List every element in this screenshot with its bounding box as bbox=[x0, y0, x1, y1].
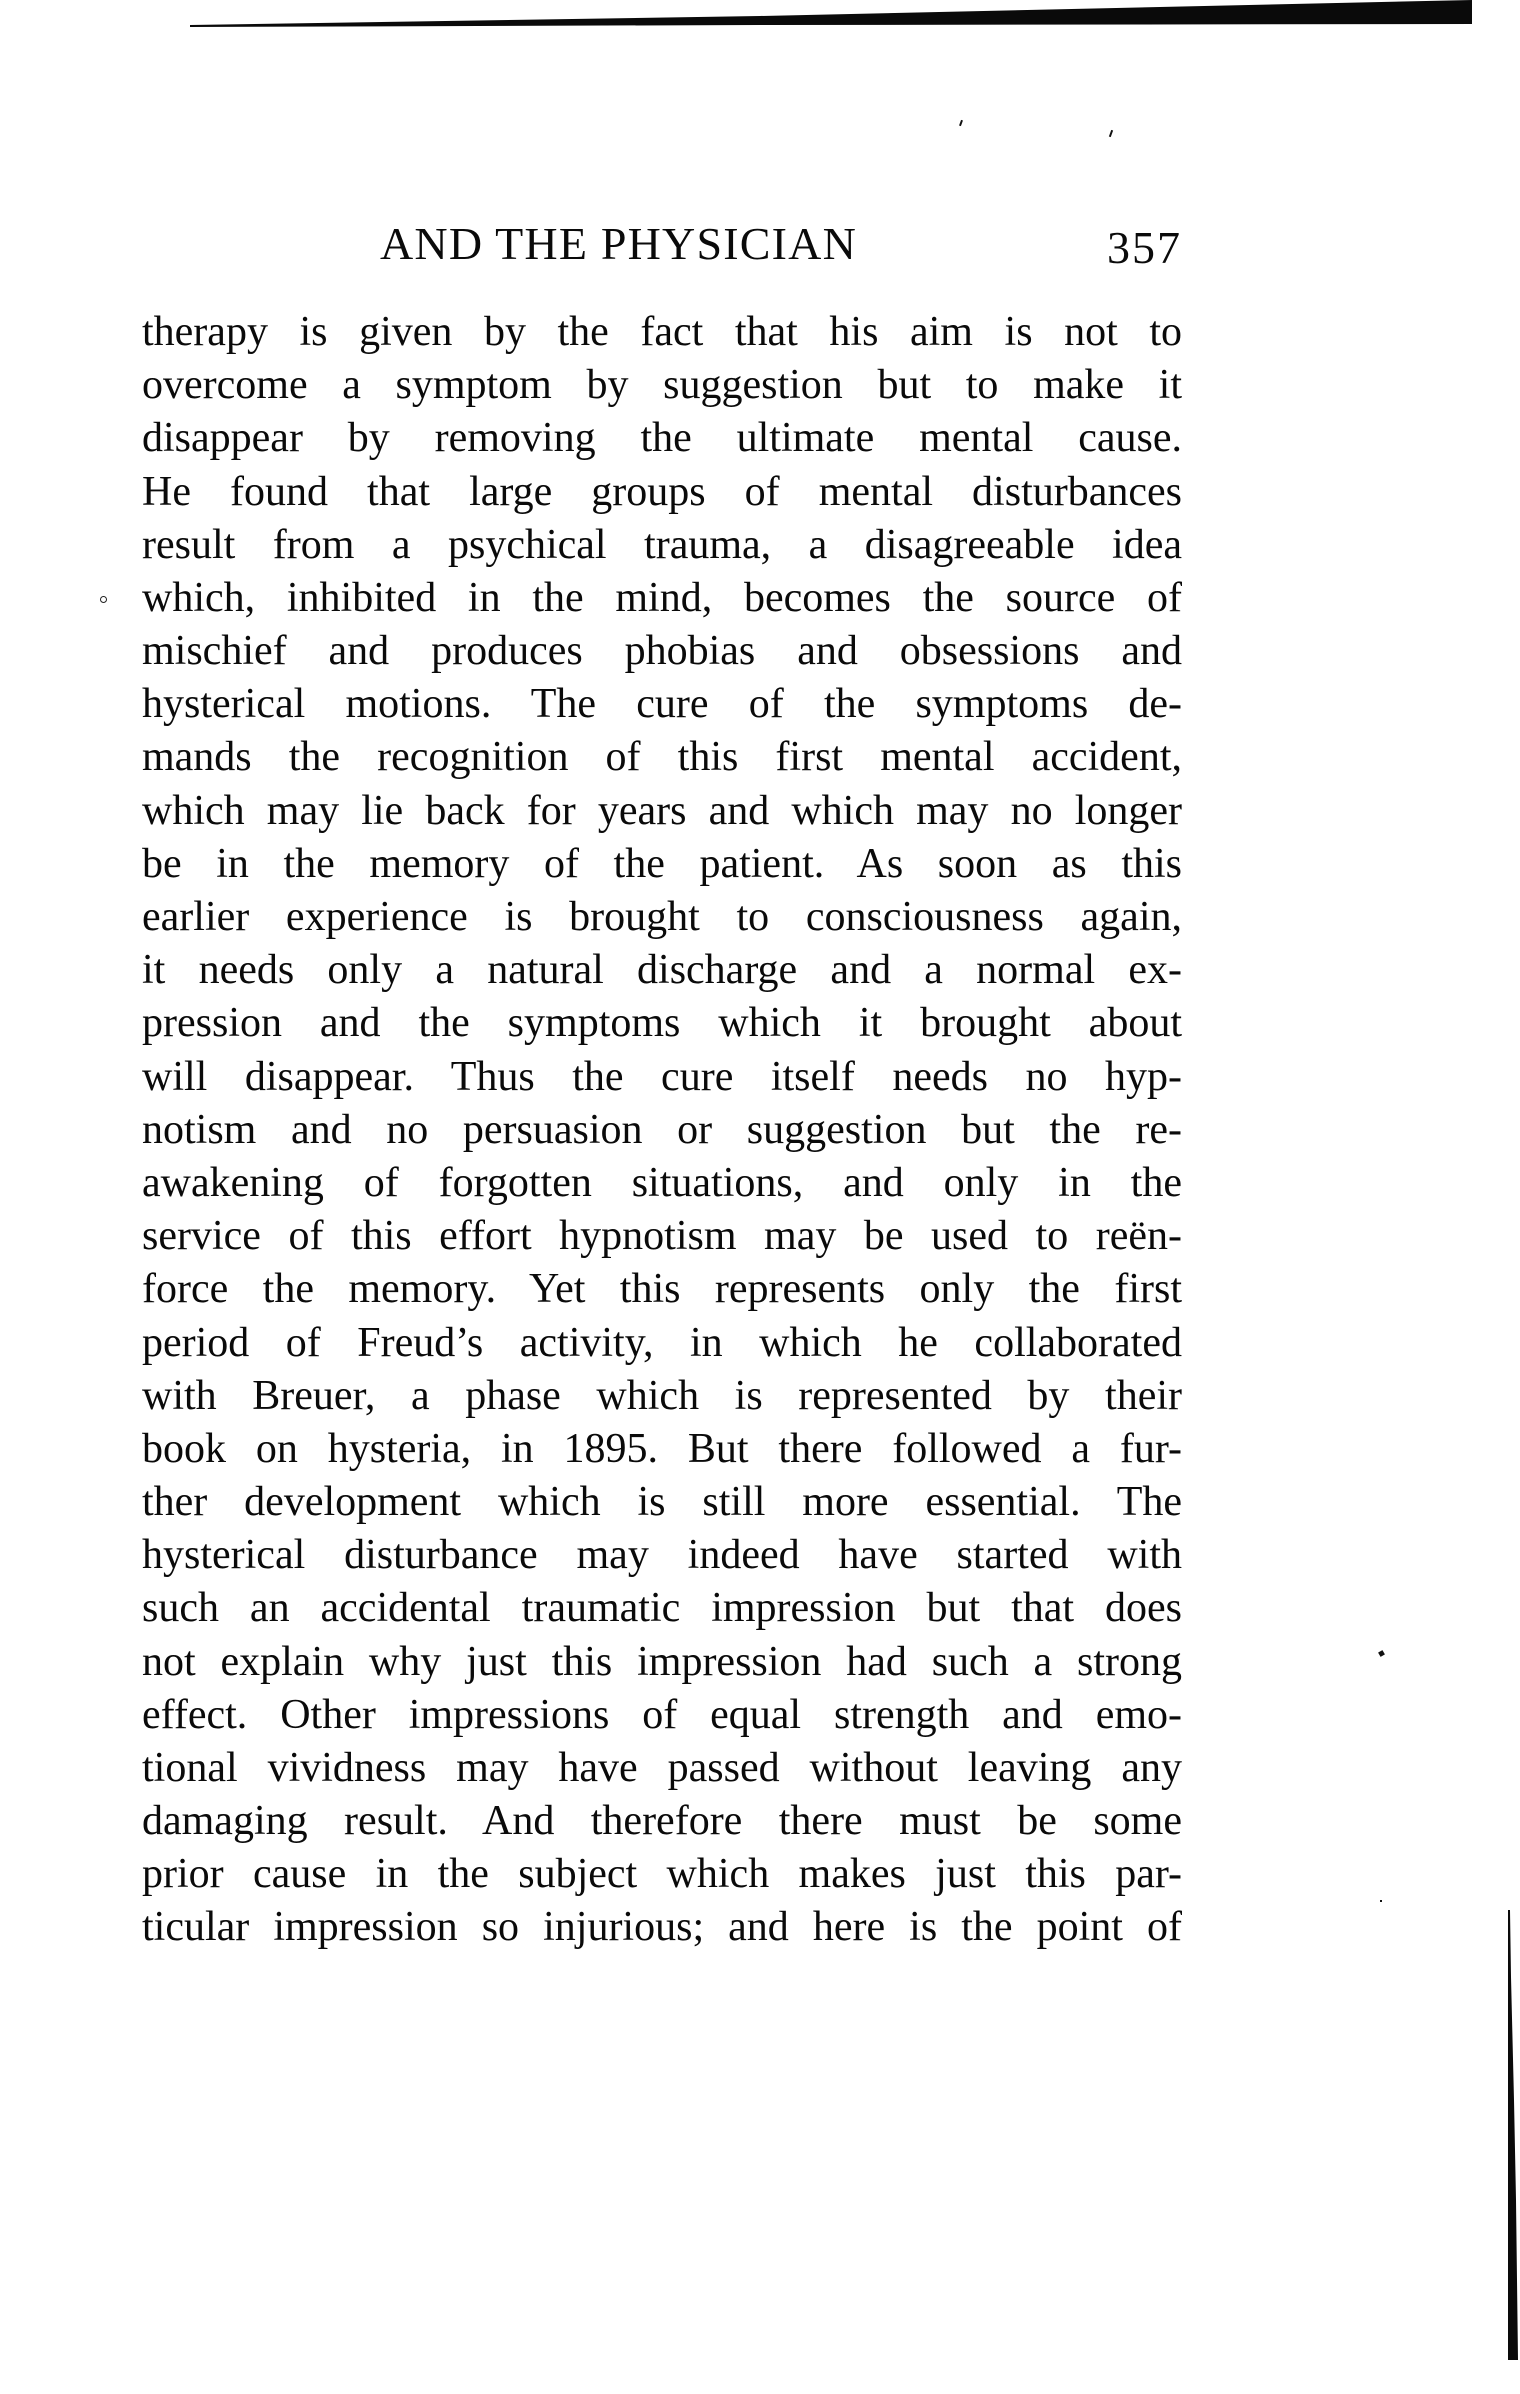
text-line: force the memory. Yet this represents only the first bbox=[142, 1266, 1182, 1312]
text-line: which may lie back for years and which may no longer bbox=[142, 788, 1182, 834]
scan-speck bbox=[1109, 130, 1113, 137]
scan-speck bbox=[959, 120, 963, 126]
text-line: earlier experience is brought to consciousness again, bbox=[142, 894, 1182, 940]
text-line: which, inhibited in the mind, becomes the source of bbox=[142, 575, 1182, 621]
text-line: book on hysteria, in 1895. But there followed a fur- bbox=[142, 1426, 1182, 1472]
scan-speck bbox=[1378, 1650, 1385, 1657]
text-line: be in the memory of the patient. As soon as this bbox=[142, 841, 1182, 887]
text-line: ticular impression so injurious; and here is the point of bbox=[142, 1904, 1182, 1950]
text-line: hysterical disturbance may indeed have started with bbox=[142, 1532, 1182, 1578]
text-line: hysterical motions. The cure of the symptoms de- bbox=[142, 681, 1182, 727]
running-head bbox=[142, 214, 1182, 274]
text-line: notism and no persuasion or suggestion but the re- bbox=[142, 1107, 1182, 1153]
text-line: result from a psychical trauma, a disagreeable idea bbox=[142, 522, 1182, 568]
text-line: mischief and produces phobias and obsessions and bbox=[142, 628, 1182, 674]
text-line: He found that large groups of mental disturbances bbox=[142, 469, 1182, 515]
text-line: awakening of forgotten situations, and only in the bbox=[142, 1160, 1182, 1206]
text-line: damaging result. And therefore there must be some bbox=[142, 1798, 1182, 1844]
text-line: therapy is given by the fact that his aim is not to bbox=[142, 309, 1182, 355]
scan-edge-shadow-top bbox=[0, 0, 1520, 30]
text-line: such an accidental traumatic impression but that does bbox=[142, 1585, 1182, 1631]
scan-edge-shadow-right bbox=[1500, 1900, 1520, 2370]
text-line: mands the recognition of this first mental accident, bbox=[142, 734, 1182, 780]
running-head-title: AND THE PHYSICIAN bbox=[380, 218, 858, 269]
text-line: ther development which is still more essential. The bbox=[142, 1479, 1182, 1525]
page-number: 357 bbox=[1107, 222, 1182, 273]
text-line: it needs only a natural discharge and a normal ex- bbox=[142, 947, 1182, 993]
text-line: disappear by removing the ultimate mental cause. bbox=[142, 415, 1182, 461]
text-line: effect. Other impressions of equal strength and emo- bbox=[142, 1692, 1182, 1738]
scan-speck bbox=[100, 596, 107, 603]
text-line: prior cause in the subject which makes just this par- bbox=[142, 1851, 1182, 1897]
text-line: service of this effort hypnotism may be used to reën- bbox=[142, 1213, 1182, 1259]
text-line: overcome a symptom by suggestion but to make it bbox=[142, 362, 1182, 408]
scan-speck bbox=[1380, 1900, 1382, 1902]
text-line: will disappear. Thus the cure itself needs no hyp- bbox=[142, 1054, 1182, 1100]
text-line: pression and the symptoms which it brought about bbox=[142, 1000, 1182, 1046]
text-line: not explain why just this impression had such a strong bbox=[142, 1639, 1182, 1685]
text-line: period of Freud’s activity, in which he collaborated bbox=[142, 1320, 1182, 1366]
text-line: tional vividness may have passed without leaving any bbox=[142, 1745, 1182, 1791]
text-line: with Breuer, a phase which is represented by their bbox=[142, 1373, 1182, 1419]
